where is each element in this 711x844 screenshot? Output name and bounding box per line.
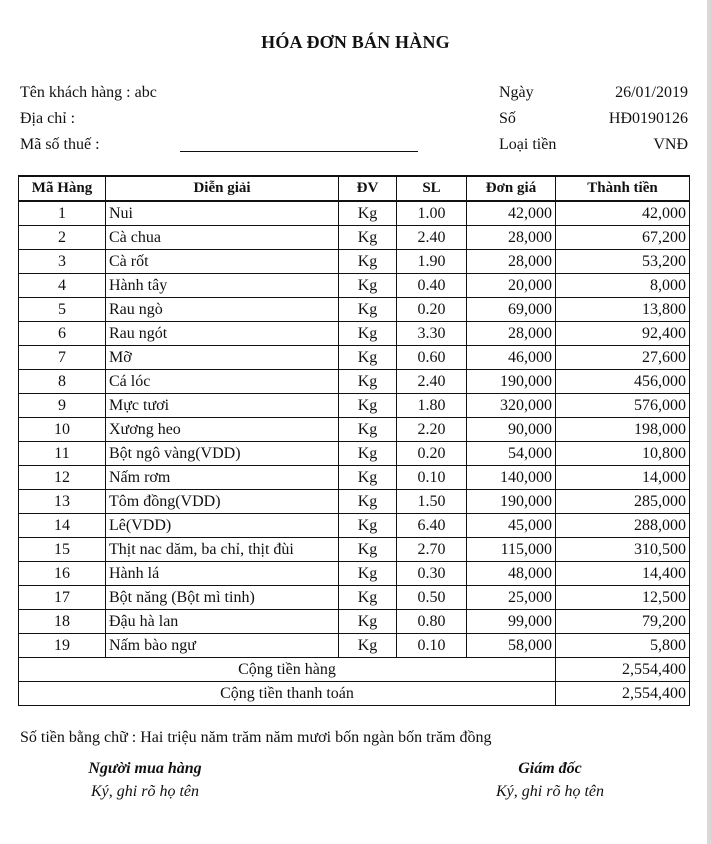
- tax-code-label: Mã số thuế :: [20, 136, 100, 153]
- item-unit-price: 320,000: [467, 394, 556, 418]
- col-header-description: Diễn giải: [106, 176, 339, 201]
- item-unit: Kg: [339, 298, 397, 322]
- item-amount: 14,000: [556, 466, 690, 490]
- item-code: 14: [19, 514, 106, 538]
- item-unit-price: 190,000: [467, 370, 556, 394]
- item-quantity: 0.50: [397, 586, 467, 610]
- item-unit: Kg: [339, 346, 397, 370]
- item-code: 17: [19, 586, 106, 610]
- item-quantity: 6.40: [397, 514, 467, 538]
- item-unit: Kg: [339, 226, 397, 250]
- invoice-number-label: Số: [499, 110, 516, 127]
- item-code: 15: [19, 538, 106, 562]
- item-description: Lê(VDD): [106, 514, 339, 538]
- col-header-item-code: Mã Hàng: [19, 176, 106, 201]
- item-unit-price: 140,000: [467, 466, 556, 490]
- item-description: Thịt nac dăm, ba chỉ, thịt đùi: [106, 538, 339, 562]
- item-unit-price: 190,000: [467, 490, 556, 514]
- table-row: [19, 538, 690, 562]
- item-code: 12: [19, 466, 106, 490]
- item-unit-price: 69,000: [467, 298, 556, 322]
- item-amount: 310,500: [556, 538, 690, 562]
- item-code: 4: [19, 274, 106, 298]
- currency-label: Loại tiền: [499, 136, 557, 153]
- item-amount: 576,000: [556, 394, 690, 418]
- item-unit: Kg: [339, 442, 397, 466]
- item-amount: 285,000: [556, 490, 690, 514]
- table-row: [19, 490, 690, 514]
- subtotal-row: [19, 658, 690, 682]
- item-quantity: 1.90: [397, 250, 467, 274]
- item-unit: Kg: [339, 634, 397, 658]
- item-unit-price: 46,000: [467, 346, 556, 370]
- item-unit: Kg: [339, 586, 397, 610]
- item-unit: Kg: [339, 250, 397, 274]
- item-unit: Kg: [339, 370, 397, 394]
- table-row: [19, 201, 690, 226]
- item-unit-price: 90,000: [467, 418, 556, 442]
- item-code: 6: [19, 322, 106, 346]
- item-unit-price: 58,000: [467, 634, 556, 658]
- table-row: [19, 442, 690, 466]
- table-row: [19, 250, 690, 274]
- total-label: Cộng tiền thanh toán: [19, 682, 556, 706]
- invoice-title: HÓA ĐƠN BÁN HÀNG: [261, 32, 450, 52]
- item-quantity: 2.70: [397, 538, 467, 562]
- item-amount: 27,600: [556, 346, 690, 370]
- table-row: [19, 322, 690, 346]
- table-row: [19, 610, 690, 634]
- table-row: [19, 370, 690, 394]
- item-description: Cá lóc: [106, 370, 339, 394]
- item-description: Nấm bào ngư: [106, 634, 339, 658]
- item-code: 16: [19, 562, 106, 586]
- item-unit-price: 20,000: [467, 274, 556, 298]
- date-label: Ngày: [499, 84, 534, 101]
- item-unit: Kg: [339, 562, 397, 586]
- date-value: 26/01/2019: [615, 84, 688, 101]
- item-code: 13: [19, 490, 106, 514]
- item-code: 3: [19, 250, 106, 274]
- director-signature-note: Ký, ghi rõ họ tên: [496, 783, 604, 800]
- item-unit: Kg: [339, 466, 397, 490]
- item-amount: 10,800: [556, 442, 690, 466]
- item-unit-price: 28,000: [467, 226, 556, 250]
- table-row: [19, 634, 690, 658]
- item-description: Hành lá: [106, 562, 339, 586]
- item-quantity: 0.20: [397, 298, 467, 322]
- item-description: Nui: [106, 201, 339, 226]
- item-quantity: 2.40: [397, 370, 467, 394]
- item-description: Bột ngô vàng(VDD): [106, 442, 339, 466]
- item-unit: Kg: [339, 274, 397, 298]
- director-signature-title: Giám đốc: [518, 760, 582, 777]
- item-code: 18: [19, 610, 106, 634]
- item-quantity: 2.40: [397, 226, 467, 250]
- item-unit-price: 42,000: [467, 201, 556, 226]
- table-row: [19, 226, 690, 250]
- item-unit-price: 54,000: [467, 442, 556, 466]
- item-code: 11: [19, 442, 106, 466]
- item-amount: 288,000: [556, 514, 690, 538]
- item-amount: 456,000: [556, 370, 690, 394]
- item-unit-price: 45,000: [467, 514, 556, 538]
- currency-value: VNĐ: [653, 136, 688, 153]
- item-quantity: 2.20: [397, 418, 467, 442]
- item-description: Mực tươi: [106, 394, 339, 418]
- item-quantity: 0.10: [397, 466, 467, 490]
- item-quantity: 0.20: [397, 442, 467, 466]
- item-amount: 5,800: [556, 634, 690, 658]
- total-value: 2,554,400: [556, 682, 690, 706]
- address-label: Địa chỉ :: [20, 110, 76, 127]
- table-row: [19, 562, 690, 586]
- item-unit: Kg: [339, 514, 397, 538]
- item-unit: Kg: [339, 201, 397, 226]
- col-header-unit-price: Đơn giá: [467, 176, 556, 201]
- item-unit: Kg: [339, 490, 397, 514]
- item-unit: Kg: [339, 610, 397, 634]
- total-row: [19, 682, 690, 706]
- item-description: Hành tây: [106, 274, 339, 298]
- item-amount: 92,400: [556, 322, 690, 346]
- item-unit-price: 48,000: [467, 562, 556, 586]
- item-code: 10: [19, 418, 106, 442]
- director-signature-block: [465, 760, 635, 801]
- table-row: [19, 418, 690, 442]
- item-amount: 12,500: [556, 586, 690, 610]
- item-description: Rau ngót: [106, 322, 339, 346]
- item-amount: 67,200: [556, 226, 690, 250]
- item-amount: 13,800: [556, 298, 690, 322]
- item-amount: 79,200: [556, 610, 690, 634]
- buyer-signature-block: [60, 760, 230, 801]
- table-header-row: [19, 176, 690, 201]
- col-header-quantity: SL: [397, 176, 467, 201]
- tax-code-underline: [180, 151, 418, 152]
- col-header-amount: Thành tiền: [556, 176, 690, 201]
- item-quantity: 3.30: [397, 322, 467, 346]
- table-row: [19, 466, 690, 490]
- buyer-signature-note: Ký, ghi rõ họ tên: [91, 783, 199, 800]
- item-amount: 198,000: [556, 418, 690, 442]
- item-description: Rau ngò: [106, 298, 339, 322]
- item-amount: 14,400: [556, 562, 690, 586]
- item-quantity: 1.50: [397, 490, 467, 514]
- table-row: [19, 514, 690, 538]
- item-quantity: 0.10: [397, 634, 467, 658]
- item-quantity: 0.30: [397, 562, 467, 586]
- item-quantity: 1.80: [397, 394, 467, 418]
- item-description: Đậu hà lan: [106, 610, 339, 634]
- item-quantity: 0.60: [397, 346, 467, 370]
- item-description: Cà chua: [106, 226, 339, 250]
- item-unit-price: 28,000: [467, 250, 556, 274]
- col-header-unit: ĐV: [339, 176, 397, 201]
- item-unit: Kg: [339, 418, 397, 442]
- table-row: [19, 346, 690, 370]
- item-description: Tôm đồng(VDD): [106, 490, 339, 514]
- invoice-items-table: [18, 175, 690, 706]
- item-unit-price: 25,000: [467, 586, 556, 610]
- item-quantity: 1.00: [397, 201, 467, 226]
- item-unit-price: 115,000: [467, 538, 556, 562]
- item-code: 8: [19, 370, 106, 394]
- table-body: [19, 201, 690, 658]
- table-row: [19, 298, 690, 322]
- item-description: Bột năng (Bột mì tinh): [106, 586, 339, 610]
- item-code: 9: [19, 394, 106, 418]
- item-quantity: 0.40: [397, 274, 467, 298]
- item-unit: Kg: [339, 322, 397, 346]
- item-unit: Kg: [339, 538, 397, 562]
- item-description: Nấm rơm: [106, 466, 339, 490]
- item-code: 19: [19, 634, 106, 658]
- item-quantity: 0.80: [397, 610, 467, 634]
- subtotal-value: 2,554,400: [556, 658, 690, 682]
- item-amount: 53,200: [556, 250, 690, 274]
- page-edge: [707, 0, 711, 844]
- item-description: Xương heo: [106, 418, 339, 442]
- subtotal-label: Cộng tiền hàng: [19, 658, 556, 682]
- item-amount: 42,000: [556, 201, 690, 226]
- item-code: 2: [19, 226, 106, 250]
- table-row: [19, 274, 690, 298]
- item-code: 5: [19, 298, 106, 322]
- customer-label: Tên khách hàng : abc: [20, 84, 157, 101]
- table-row: [19, 586, 690, 610]
- buyer-signature-title: Người mua hàng: [88, 760, 202, 777]
- invoice-number-value: HĐ0190126: [608, 110, 688, 127]
- item-unit-price: 99,000: [467, 610, 556, 634]
- item-amount: 8,000: [556, 274, 690, 298]
- table-row: [19, 394, 690, 418]
- item-code: 7: [19, 346, 106, 370]
- item-description: Cà rốt: [106, 250, 339, 274]
- item-unit-price: 28,000: [467, 322, 556, 346]
- amount-in-words: Số tiền bằng chữ : Hai triệu năm trăm năm mươi bốn ngàn bốn trăm đồng: [20, 729, 492, 746]
- item-description: Mỡ: [106, 346, 339, 370]
- item-unit: Kg: [339, 394, 397, 418]
- item-code: 1: [19, 201, 106, 226]
